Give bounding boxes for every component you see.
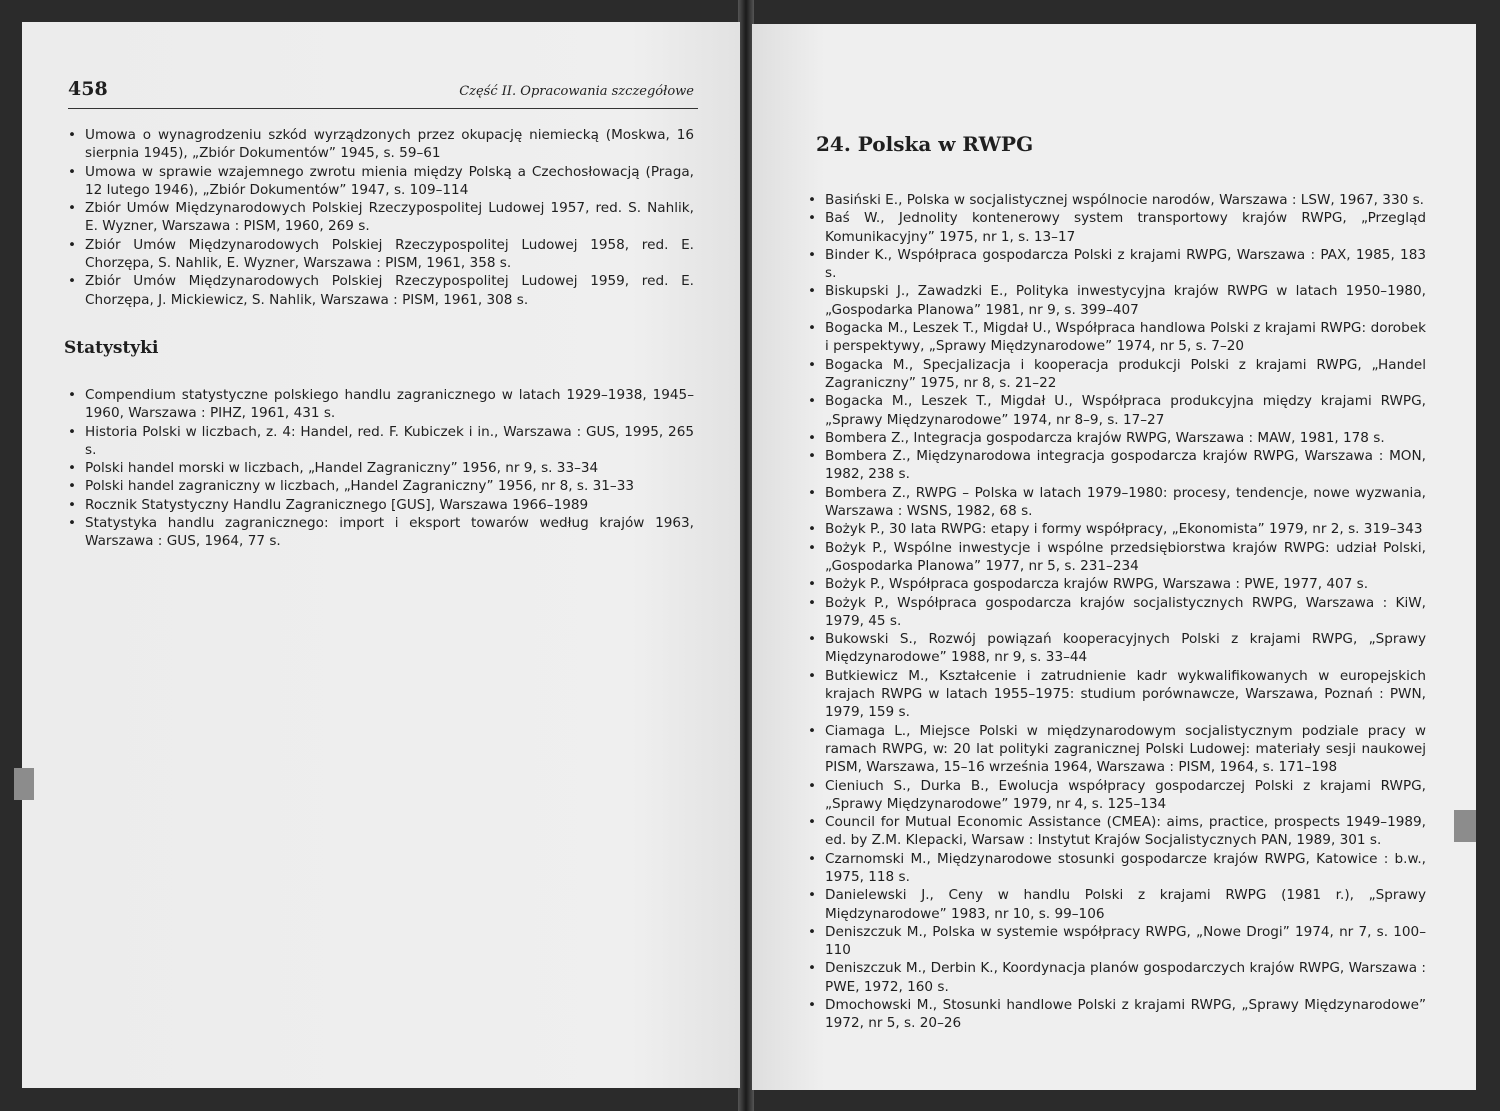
- list-item: • Bożyk P., 30 lata RWPG: etapy i formy współpracy, „Ekonomista” 1979, nr 2, s. 319–343: [806, 520, 1426, 538]
- chapter-title: 24. Polska w RWPG: [816, 132, 1034, 156]
- list-item: • Bombera Z., Międzynarodowa integracja gospodarcza krajów RWPG, Warszawa : MON, 1982, 238 s.: [806, 447, 1426, 484]
- list-item: • Bombera Z., Integracja gospodarcza krajów RWPG, Warszawa : MAW, 1981, 178 s.: [806, 429, 1426, 447]
- list-item: • Zbiór Umów Międzynarodowych Polskiej Rzeczypospolitej Ludowej 1959, red. E. Chorzępa, J. Mickiewicz, S. Nahlik, Warszawa : PISM, 1961, 308 s.: [66, 272, 694, 309]
- list-item: • Danielewski J., Ceny w handlu Polski z krajami RWPG (1981 r.), „Sprawy Międzynarodowe” 1983, nr 10, s. 99–106: [806, 886, 1426, 923]
- left-page: [22, 22, 740, 1088]
- list-item: • Ciamaga L., Miejsce Polski w międzynarodowym socjalistycznym podziale pracy w ramach RWPG, w: 20 lat polityki zagranicznej Polski Ludowej: materiały sesji naukowej PISM, Warszawa, 15–16 września 1964, Warszawa : PISM, 1964, s. 171–198: [806, 722, 1426, 777]
- list-item: • Zbiór Umów Międzynarodowych Polskiej Rzeczypospolitej Ludowej 1958, red. E. Chorzępa, S. Nahlik, E. Wyzner, Warszawa : PISM, 1961, 358 s.: [66, 236, 694, 273]
- bibliography-list: [806, 191, 1426, 1033]
- list-item: • Umowa w sprawie wzajemnego zwrotu mienia między Polską a Czechosłowacją (Praga, 12 lutego 1946), „Zbiór Dokumentów” 1947, s. 109–114: [66, 163, 694, 200]
- list-item: • Statystyka handlu zagranicznego: import i eksport towarów według krajów 1963, Warszawa : GUS, 1964, 77 s.: [66, 514, 694, 551]
- page-header: [68, 78, 698, 109]
- page-number: 458: [68, 78, 108, 100]
- list-item: • Bogacka M., Specjalizacja i kooperacja produkcji Polski z krajami RWPG, „Handel Zagraniczny” 1975, nr 8, s. 21–22: [806, 356, 1426, 393]
- list-item: • Umowa o wynagrodzeniu szkód wyrządzonych przez okupację niemiecką (Moskwa, 16 sierpnia 1945), „Zbiór Dokumentów” 1945, s. 59–61: [66, 126, 694, 163]
- list-item: • Historia Polski w liczbach, z. 4: Handel, red. F. Kubiczek i in., Warszawa : GUS, 1995, 265 s.: [66, 423, 694, 460]
- list-item: • Bożyk P., Wspólne inwestycje i wspólne przedsiębiorstwa krajów RWPG: udział Polski, „Gospodarka Planowa” 1977, nr 5, s. 231–234: [806, 539, 1426, 576]
- section-title: Statystyki: [64, 338, 159, 358]
- list-item: • Biskupski J., Zawadzki E., Polityka inwestycyjna krajów RWPG w latach 1950–1980, „Gospodarka Planowa” 1981, nr 9, s. 399–407: [806, 282, 1426, 319]
- list-item: • Bukowski S., Rozwój powiązań kooperacyjnych Polski z krajami RWPG, „Sprawy Międzynarodowe” 1988, nr 9, s. 33–44: [806, 630, 1426, 667]
- treaty-list: [66, 126, 694, 309]
- show-through-header: [818, 96, 1448, 118]
- list-item: • Polski handel morski w liczbach, „Handel Zagraniczny” 1956, nr 9, s. 33–34: [66, 459, 694, 477]
- list-item: • Bożyk P., Współpraca gospodarcza krajów socjalistycznych RWPG, Warszawa : KiW, 1979, 45 s.: [806, 594, 1426, 631]
- list-item: • Cieniuch S., Durka B., Ewolucja współpracy gospodarczej Polski z krajami RWPG, „Sprawy Międzynarodowe” 1979, nr 4, s. 125–134: [806, 777, 1426, 814]
- running-head: Część II. Opracowania szczegółowe: [459, 84, 694, 99]
- list-item: • Dmochowski M., Stosunki handlowe Polski z krajami RWPG, „Sprawy Międzynarodowe” 1972, nr 5, s. 20–26: [806, 996, 1426, 1033]
- list-item: • Binder K., Współpraca gospodarcza Polski z krajami RWPG, Warszawa : PAX, 1985, 183 s.: [806, 246, 1426, 283]
- list-item: • Council for Mutual Economic Assistance (CMEA): aims, practice, prospects 1949–1989, ed. by Z.M. Klepacki, Warsaw : Instytut Krajów Socjalistycznych PAN, 1989, 301 s.: [806, 813, 1426, 850]
- list-item: • Bożyk P., Współpraca gospodarcza krajów RWPG, Warszawa : PWE, 1977, 407 s.: [806, 575, 1426, 593]
- list-item: • Bogacka M., Leszek T., Migdał U., Współpraca produkcyjna między krajami RWPG, „Sprawy Międzynarodowe” 1974, nr 8–9, s. 17–27: [806, 392, 1426, 429]
- thumb-index-tab: [14, 768, 34, 800]
- thumb-index-tab: [1454, 810, 1476, 842]
- list-item: • Butkiewicz M., Kształcenie i zatrudnienie kadr wykwalifikowanych w europejskich krajach RWPG w latach 1955–1975: studium porównawcze, Warszawa, Poznań : PWN, 1979, 159 s.: [806, 667, 1426, 722]
- list-item: • Basiński E., Polska w socjalistycznej wspólnocie narodów, Warszawa : LSW, 1967, 330 s.: [806, 191, 1426, 209]
- statistics-list: [66, 386, 694, 551]
- list-item: • Czarnomski M., Międzynarodowe stosunki gospodarcze krajów RWPG, Katowice : b.w., 1975, 118 s.: [806, 850, 1426, 887]
- list-item: • Deniszczuk M., Polska w systemie współpracy RWPG, „Nowe Drogi” 1974, nr 7, s. 100–110: [806, 923, 1426, 960]
- list-item: • Deniszczuk M., Derbin K., Koordynacja planów gospodarczych krajów RWPG, Warszawa : PWE, 1972, 160 s.: [806, 959, 1426, 996]
- list-item: • Polski handel zagraniczny w liczbach, „Handel Zagraniczny” 1956, nr 8, s. 31–33: [66, 477, 694, 495]
- list-item: • Rocznik Statystyczny Handlu Zagranicznego [GUS], Warszawa 1966–1989: [66, 496, 694, 514]
- list-item: • Compendium statystyczne polskiego handlu zagranicznego w latach 1929–1938, 1945–1960, Warszawa : PIHZ, 1961, 431 s.: [66, 386, 694, 423]
- list-item: • Baś W., Jednolity kontenerowy system transportowy krajów RWPG, „Przegląd Komunikacyjny” 1975, nr 1, s. 13–17: [806, 209, 1426, 246]
- right-page: [752, 24, 1476, 1090]
- list-item: • Zbiór Umów Międzynarodowych Polskiej Rzeczypospolitej Ludowej 1957, red. S. Nahlik, E. Wyzner, Warszawa : PISM, 1960, 269 s.: [66, 199, 694, 236]
- list-item: • Bombera Z., RWPG – Polska w latach 1979–1980: procesy, tendencje, nowe wyzwania, Warszawa : WSNS, 1982, 68 s.: [806, 484, 1426, 521]
- list-item: • Bogacka M., Leszek T., Migdał U., Współpraca handlowa Polski z krajami RWPG: dorobek i perspektywy, „Sprawy Międzynarodowe” 1974, nr 5, s. 7–20: [806, 319, 1426, 356]
